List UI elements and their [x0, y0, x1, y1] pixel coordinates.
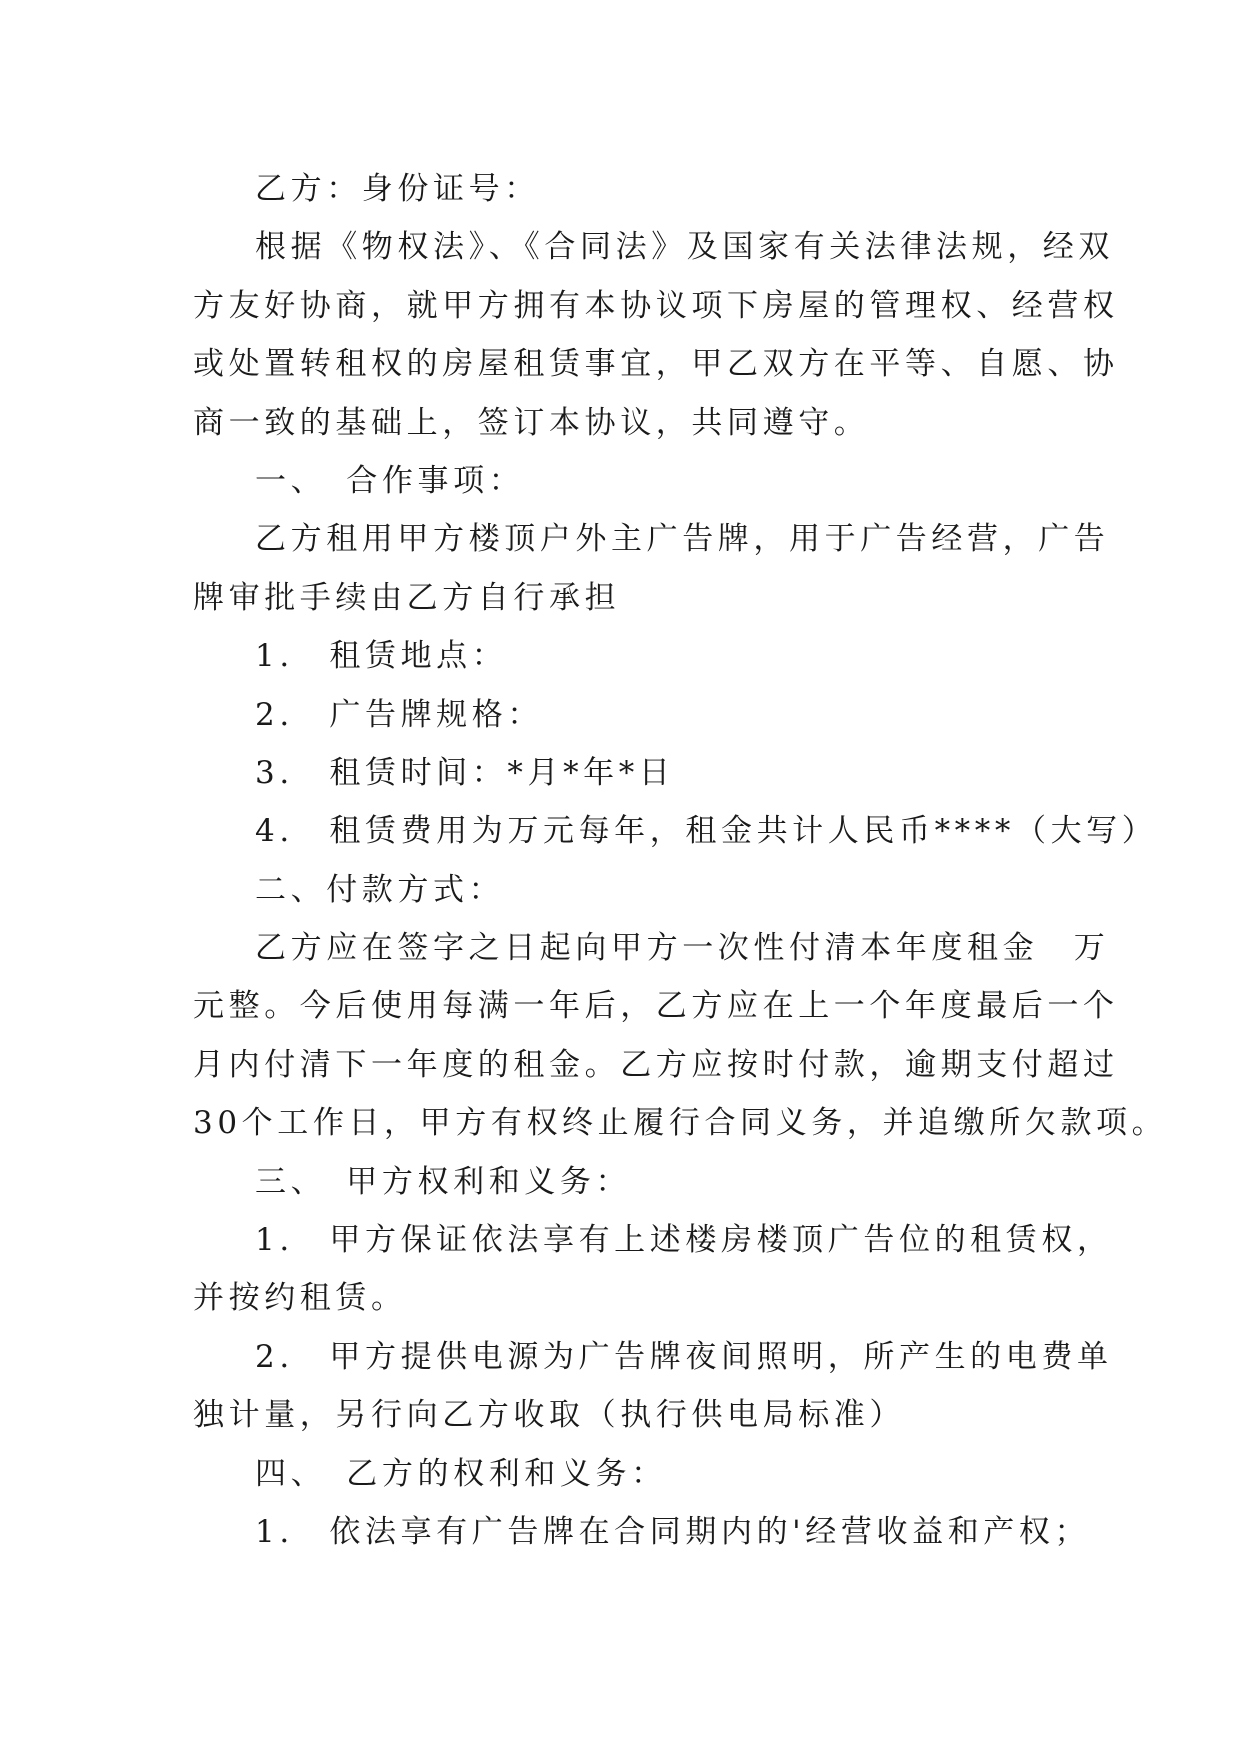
document-line: 牌审批手续由乙方自行承担	[193, 579, 621, 616]
document-line: 根据《物权法》、《合同法》及国家有关法律法规，经双	[255, 229, 1114, 266]
document-line: 2. 甲方提供电源为广告牌夜间照明，所产生的电费单	[255, 1338, 1113, 1375]
document-line: 月内付清下一年度的租金。乙方应按时付款，逾期支付超过	[193, 1046, 1119, 1083]
document-line: 一、 合作事项：	[255, 462, 525, 499]
document-line: 三、 甲方权利和义务：	[255, 1163, 632, 1200]
document-line: 乙方：身份证号：	[255, 171, 540, 207]
document-line: 二、付款方式：	[255, 871, 505, 908]
document-line: 方友好协商，就甲方拥有本协议项下房屋的管理权、经营权	[193, 287, 1119, 324]
document-line: 或处置转租权的房屋租赁事宜，甲乙双方在平等、自愿、协	[193, 346, 1119, 383]
document-line: 独计量，另行向乙方收取（执行供电局标准）	[193, 1397, 905, 1434]
document-line: 1. 依法享有广告牌在合同期内的'经营收益和产权；	[255, 1513, 1091, 1550]
document-line: 并按约租赁。	[193, 1280, 407, 1317]
document-line: 2. 广告牌规格：	[255, 696, 543, 733]
document-line: 商一致的基础上，签订本协议，共同遵守。	[193, 404, 870, 441]
document-line: 1. 租赁地点：	[255, 638, 508, 675]
document-line: 元整。今后使用每满一年后，乙方应在上一个年度最后一个	[193, 988, 1119, 1025]
document-body	[193, 160, 1168, 1561]
document-line: 1. 甲方保证依法享有上述楼房楼顶广告位的租赁权，	[255, 1222, 1113, 1259]
document-line: 乙方应在签字之日起向甲方一次性付清本年度租金 万	[255, 930, 1110, 967]
document-line: 4. 租赁费用为万元每年，租金共计人民币****（大写）	[255, 813, 1158, 850]
document-line: 乙方租用甲方楼顶户外主广告牌，用于广告经营，广告	[255, 521, 1110, 558]
document-line: 3. 租赁时间：*月*年*日	[255, 754, 675, 791]
document-line: 四、 乙方的权利和义务：	[255, 1455, 667, 1492]
document-line: 30个工作日，甲方有权终止履行合同义务，并追缴所欠款项。	[193, 1105, 1168, 1142]
